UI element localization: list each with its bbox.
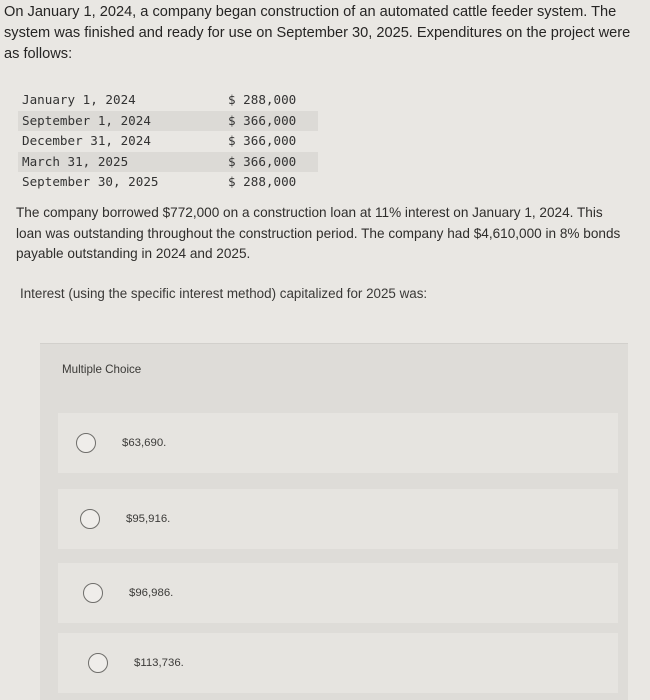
expenditures-table bbox=[18, 90, 318, 193]
radio-button-icon[interactable] bbox=[76, 433, 96, 453]
radio-button-icon[interactable] bbox=[83, 583, 103, 603]
choice-option-1[interactable] bbox=[58, 413, 618, 473]
expenditure-date: September 30, 2025 bbox=[22, 174, 159, 189]
multiple-choice-panel bbox=[40, 343, 628, 700]
radio-button-icon[interactable] bbox=[88, 653, 108, 673]
table-row bbox=[18, 90, 318, 111]
expenditure-date: December 31, 2024 bbox=[22, 133, 151, 148]
expenditure-amount: $ 288,000 bbox=[228, 92, 297, 107]
table-row bbox=[18, 172, 318, 193]
expenditure-date: March 31, 2025 bbox=[22, 153, 129, 169]
expenditure-amount: $ 366,000 bbox=[228, 112, 297, 128]
choice-option-2[interactable] bbox=[58, 489, 618, 549]
choice-option-4[interactable] bbox=[58, 633, 618, 693]
multiple-choice-label: Multiple Choice bbox=[62, 363, 142, 376]
choice-option-3[interactable] bbox=[58, 563, 618, 623]
expenditure-date: January 1, 2024 bbox=[22, 92, 136, 107]
choice-label: $95,916. bbox=[126, 513, 171, 525]
table-row bbox=[18, 111, 318, 132]
choice-label: $63,690. bbox=[122, 437, 167, 449]
expenditure-amount: $ 366,000 bbox=[228, 153, 297, 169]
details-text: The company borrowed $772,000 on a construction loan at 11% interest on January 1, 2024. This loan was outstanding throughout the construction period. The company had $4,610,000 in 8% bonds payable outstanding in 2024 and 2025. bbox=[16, 205, 621, 261]
table-row bbox=[18, 152, 318, 173]
expenditure-amount: $ 366,000 bbox=[228, 133, 297, 148]
expenditure-date: September 1, 2024 bbox=[22, 112, 151, 128]
table-row bbox=[18, 131, 318, 152]
question-prompt: Interest (using the specific interest method) capitalized for 2025 was: bbox=[20, 286, 428, 301]
intro-text: On January 1, 2024, a company began construction of an automated cattle feeder system. The system was finished and ready for use on September 30, 2025. Expenditures on the project were as follows: bbox=[4, 4, 631, 62]
choice-label: $96,986. bbox=[129, 587, 174, 599]
choice-label: $113,736. bbox=[134, 657, 184, 669]
expenditure-amount: $ 288,000 bbox=[228, 174, 297, 189]
radio-button-icon[interactable] bbox=[80, 509, 100, 529]
